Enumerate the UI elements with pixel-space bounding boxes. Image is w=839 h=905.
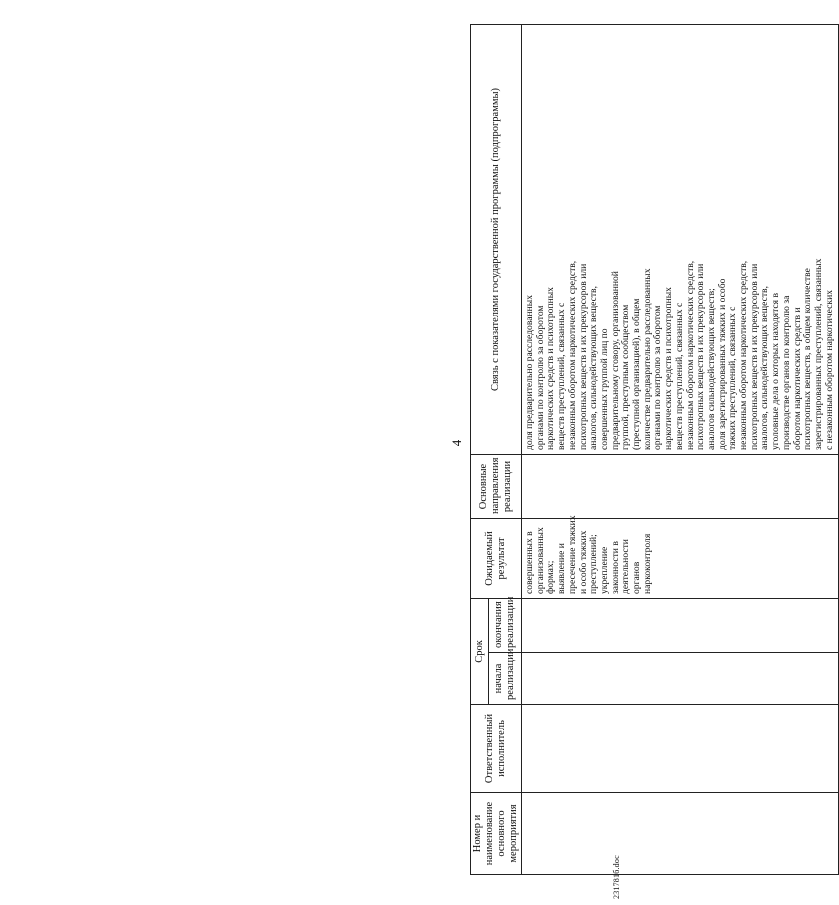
cell-indicators: доля предварительно расследованных органами по контролю за оборотом наркотических средств и психотропных веществ преступлений, связанных с незаконным оборотом наркотических средств, психотропных веществ и их прекурсоров или аналогов, сильнодействующих веществ, совершенных группой лиц по предварительному сговору, организованной группой, преступным сообществом (преступной организацией), в общем количестве предварительно расследованных органами по контролю за оборотом наркотических средств и психотропных веществ преступлений, связанных с незаконным оборотом наркотических средств, психотропных веществ и их прекурсоров или аналогов сильнодействующих веществ; доля зарегистрированных тяжких и особо тяжких преступлений, связанных с незаконным оборотом наркотических средств, психотропных веществ и их прекурсоров или аналогов, сильнодействующих веществ, уголовные дела о которых находятся в производстве органов по контролю за оборотом наркотических средств и психотропных веществ, в общем количестве зарегистрированных преступлений, связанных с незаконным оборотом наркотических <box>522 24 839 454</box>
cell-expected-result: совершенных в организованных формах; выявление и пресечение тяжких и особо тяжких преступлений; укрепление законности в деятельности органов наркоконтроля <box>522 518 839 598</box>
cell-start <box>522 653 839 705</box>
page-number: 4 <box>449 439 464 447</box>
header-number-and-name: Номер и наименование основного мероприятия <box>471 793 522 875</box>
program-table <box>470 24 839 875</box>
cell-end <box>522 598 839 652</box>
header-end: окончания реализации <box>489 598 522 652</box>
header-executor: Ответственный исполнитель <box>471 705 522 793</box>
header-start: начала реализации <box>489 653 522 705</box>
cell-number-and-name <box>522 793 839 875</box>
file-stamp: 231781б.doc <box>612 855 621 899</box>
cell-executor <box>522 705 839 793</box>
table-header-row <box>471 24 489 874</box>
table-row <box>522 24 839 874</box>
cell-main-directions <box>522 454 839 518</box>
header-expected-result: Ожидаемый результат <box>471 518 522 598</box>
header-main-directions: Основные направления реализации <box>471 454 522 518</box>
header-term: Срок <box>471 598 489 704</box>
header-indicators-link: Связь с показателями государственной программы (подпрограммы) <box>471 24 522 454</box>
